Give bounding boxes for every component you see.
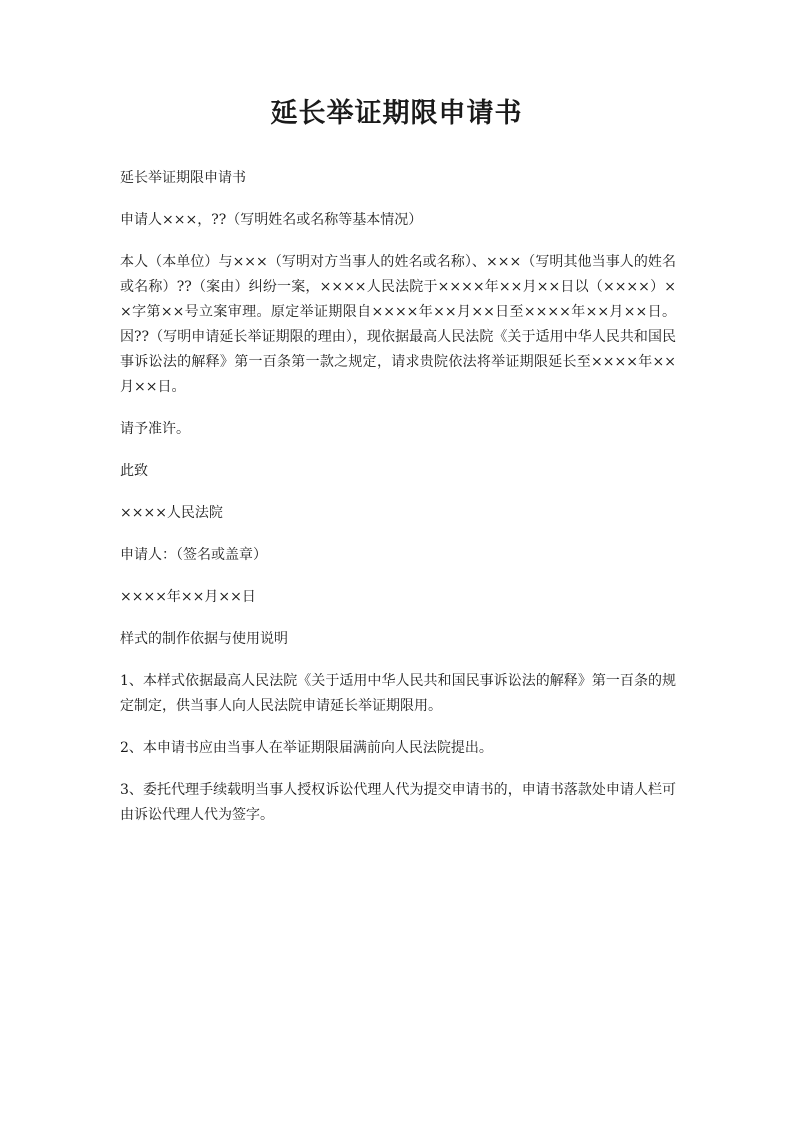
salutation: 此致 bbox=[120, 463, 148, 479]
document-body bbox=[120, 166, 676, 845]
closing-request: 请予准许。 bbox=[120, 421, 190, 437]
instruction-item-3: 3、委托代理手续载明当事人授权诉讼代理人代为提交申请书的，申请书落款处申请人栏可由诉讼代理人代为签字。 bbox=[120, 782, 676, 823]
applicant-line: 申请人×××，??（写明姓名或名称等基本情况） bbox=[120, 212, 423, 228]
date-line: ××××年××月××日 bbox=[120, 589, 256, 605]
document-title: 延长举证期限申请书 bbox=[270, 98, 523, 129]
instructions-heading: 样式的制作依据与使用说明 bbox=[120, 631, 288, 647]
instruction-item-1: 1、本样式依据最高人民法院《关于适用中华人民共和国民事诉讼法的解释》第一百条的规定制定，供当事人向人民法院申请延长举证期限用。 bbox=[120, 673, 676, 714]
court-name: ××××人民法院 bbox=[120, 505, 223, 521]
request-paragraph: 本人（本单位）与×××（写明对方当事人的姓名或名称）、×××（写明其他当事人的姓名或名称）??（案由）纠纷一案，××××人民法院于××××年××月××日以（××××）××字第××号立案审理。原定举证期限自××××年××月××日至××××年××月××日。因??（写明申请延长举证期限的理由），现依据最高人民法院《关于适用中华人民共和国民事诉讼法的解释》第一百条第一款之规定，请求贵院依法将举证期限延长至××××年××月××日。 bbox=[120, 254, 676, 395]
subtitle-line: 延长举证期限申请书 bbox=[120, 170, 246, 186]
instruction-item-2: 2、本申请书应由当事人在举证期限届满前向人民法院提出。 bbox=[120, 740, 493, 756]
signature-line: 申请人：（签名或盖章） bbox=[120, 547, 267, 563]
